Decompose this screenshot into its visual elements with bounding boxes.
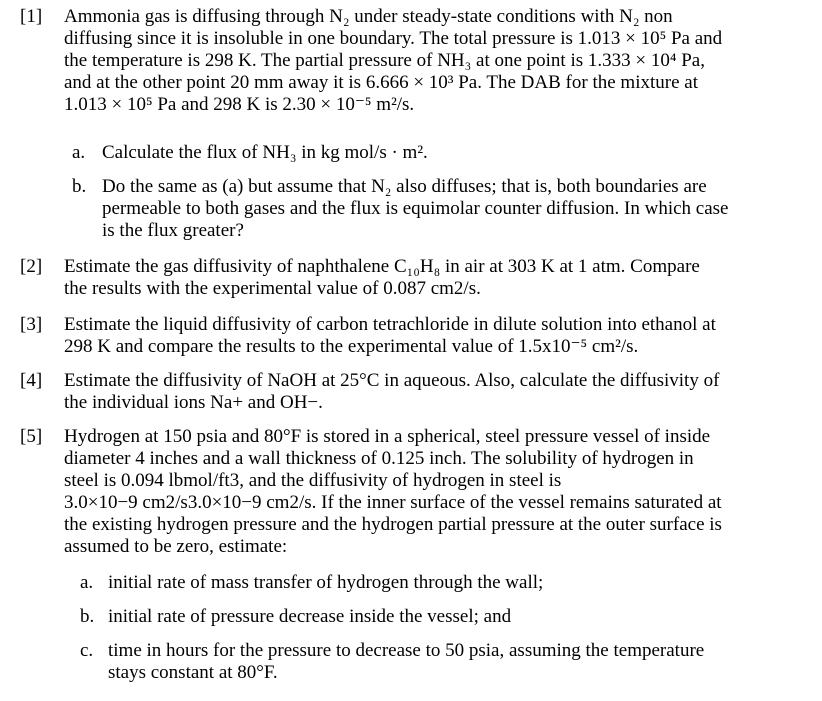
problem-number: [2] — [20, 256, 43, 277]
text-line: the individual ions Na+ and OH−. — [64, 392, 323, 413]
part-text: Do the same as (a) but assume that N₂ also diffuses; that is, both boundaries are — [102, 176, 707, 197]
problem-text — [64, 6, 804, 116]
text-line: 1.013 × 10⁵ Pa and 298 K is 2.30 × 10⁻⁵ m²/s. — [64, 94, 415, 115]
part-text: Calculate the flux of NH₃ in kg mol/s · m². — [102, 142, 428, 163]
text-line: and at the other point 20 mm away it is 6.666 × 10³ Pa. The DAB for the mixture at — [64, 72, 698, 93]
part-text: initial rate of pressure decrease inside the vessel; and — [108, 606, 512, 627]
part-text: permeable to both gases and the flux is equimolar counter diffusion. In which case — [102, 198, 729, 219]
text-line: the existing hydrogen pressure and the hydrogen partial pressure at the outer surface is — [64, 514, 722, 535]
problem-text — [64, 426, 804, 558]
problem-text — [64, 370, 804, 414]
text-line: Estimate the gas diffusivity of naphthalene C₁₀H₈ in air at 303 K at 1 atm. Compare — [64, 256, 700, 277]
part-text: is the flux greater? — [102, 220, 244, 241]
part-text: stays constant at 80°F. — [108, 662, 278, 683]
part-letter: b. — [80, 606, 95, 627]
problem-text — [64, 256, 804, 300]
text-line: 298 K and compare the results to the experimental value of 1.5x10⁻⁵ cm²/s. — [64, 336, 639, 357]
part-letter: b. — [72, 176, 87, 197]
text-line: diffusing since it is insoluble in one boundary. The total pressure is 1.013 × 10⁵ Pa and — [64, 28, 723, 49]
text-line: diameter 4 inches and a wall thickness of 0.125 inch. The solubility of hydrogen in — [64, 448, 694, 469]
text-line: Estimate the liquid diffusivity of carbon tetrachloride in dilute solution into ethanol at — [64, 314, 716, 335]
problem-number: [3] — [20, 314, 43, 335]
part-letter: a. — [72, 142, 86, 163]
problem-text — [64, 314, 804, 358]
part-text: time in hours for the pressure to decrease to 50 psia, assuming the temperature — [108, 640, 705, 661]
text-line: Estimate the diffusivity of NaOH at 25°C in aqueous. Also, calculate the diffusivity of — [64, 370, 720, 391]
text-line: the results with the experimental value of 0.087 cm2/s. — [64, 278, 481, 299]
part-letter: a. — [80, 572, 94, 593]
problem-number: [4] — [20, 370, 43, 391]
text-line: the temperature is 298 K. The partial pressure of NH₃ at one point is 1.333 × 10⁴ Pa, — [64, 50, 705, 71]
text-line: Hydrogen at 150 psia and 80°F is stored in a spherical, steel pressure vessel of inside — [64, 426, 711, 447]
part-letter: c. — [80, 640, 94, 661]
problem-number: [5] — [20, 426, 43, 447]
problem-number: [1] — [20, 6, 43, 27]
text-line: Ammonia gas is diffusing through N₂ under steady-state conditions with N₂ non — [64, 6, 673, 27]
part-text: initial rate of mass transfer of hydrogen through the wall; — [108, 572, 544, 593]
text-line: 3.0×10−9 cm2/s3.0×10−9 cm2/s. If the inner surface of the vessel remains saturated at — [64, 492, 722, 513]
text-line: steel is 0.094 lbmol/ft3, and the diffusivity of hydrogen in steel is — [64, 470, 562, 491]
text-line: assumed to be zero, estimate: — [64, 536, 288, 557]
